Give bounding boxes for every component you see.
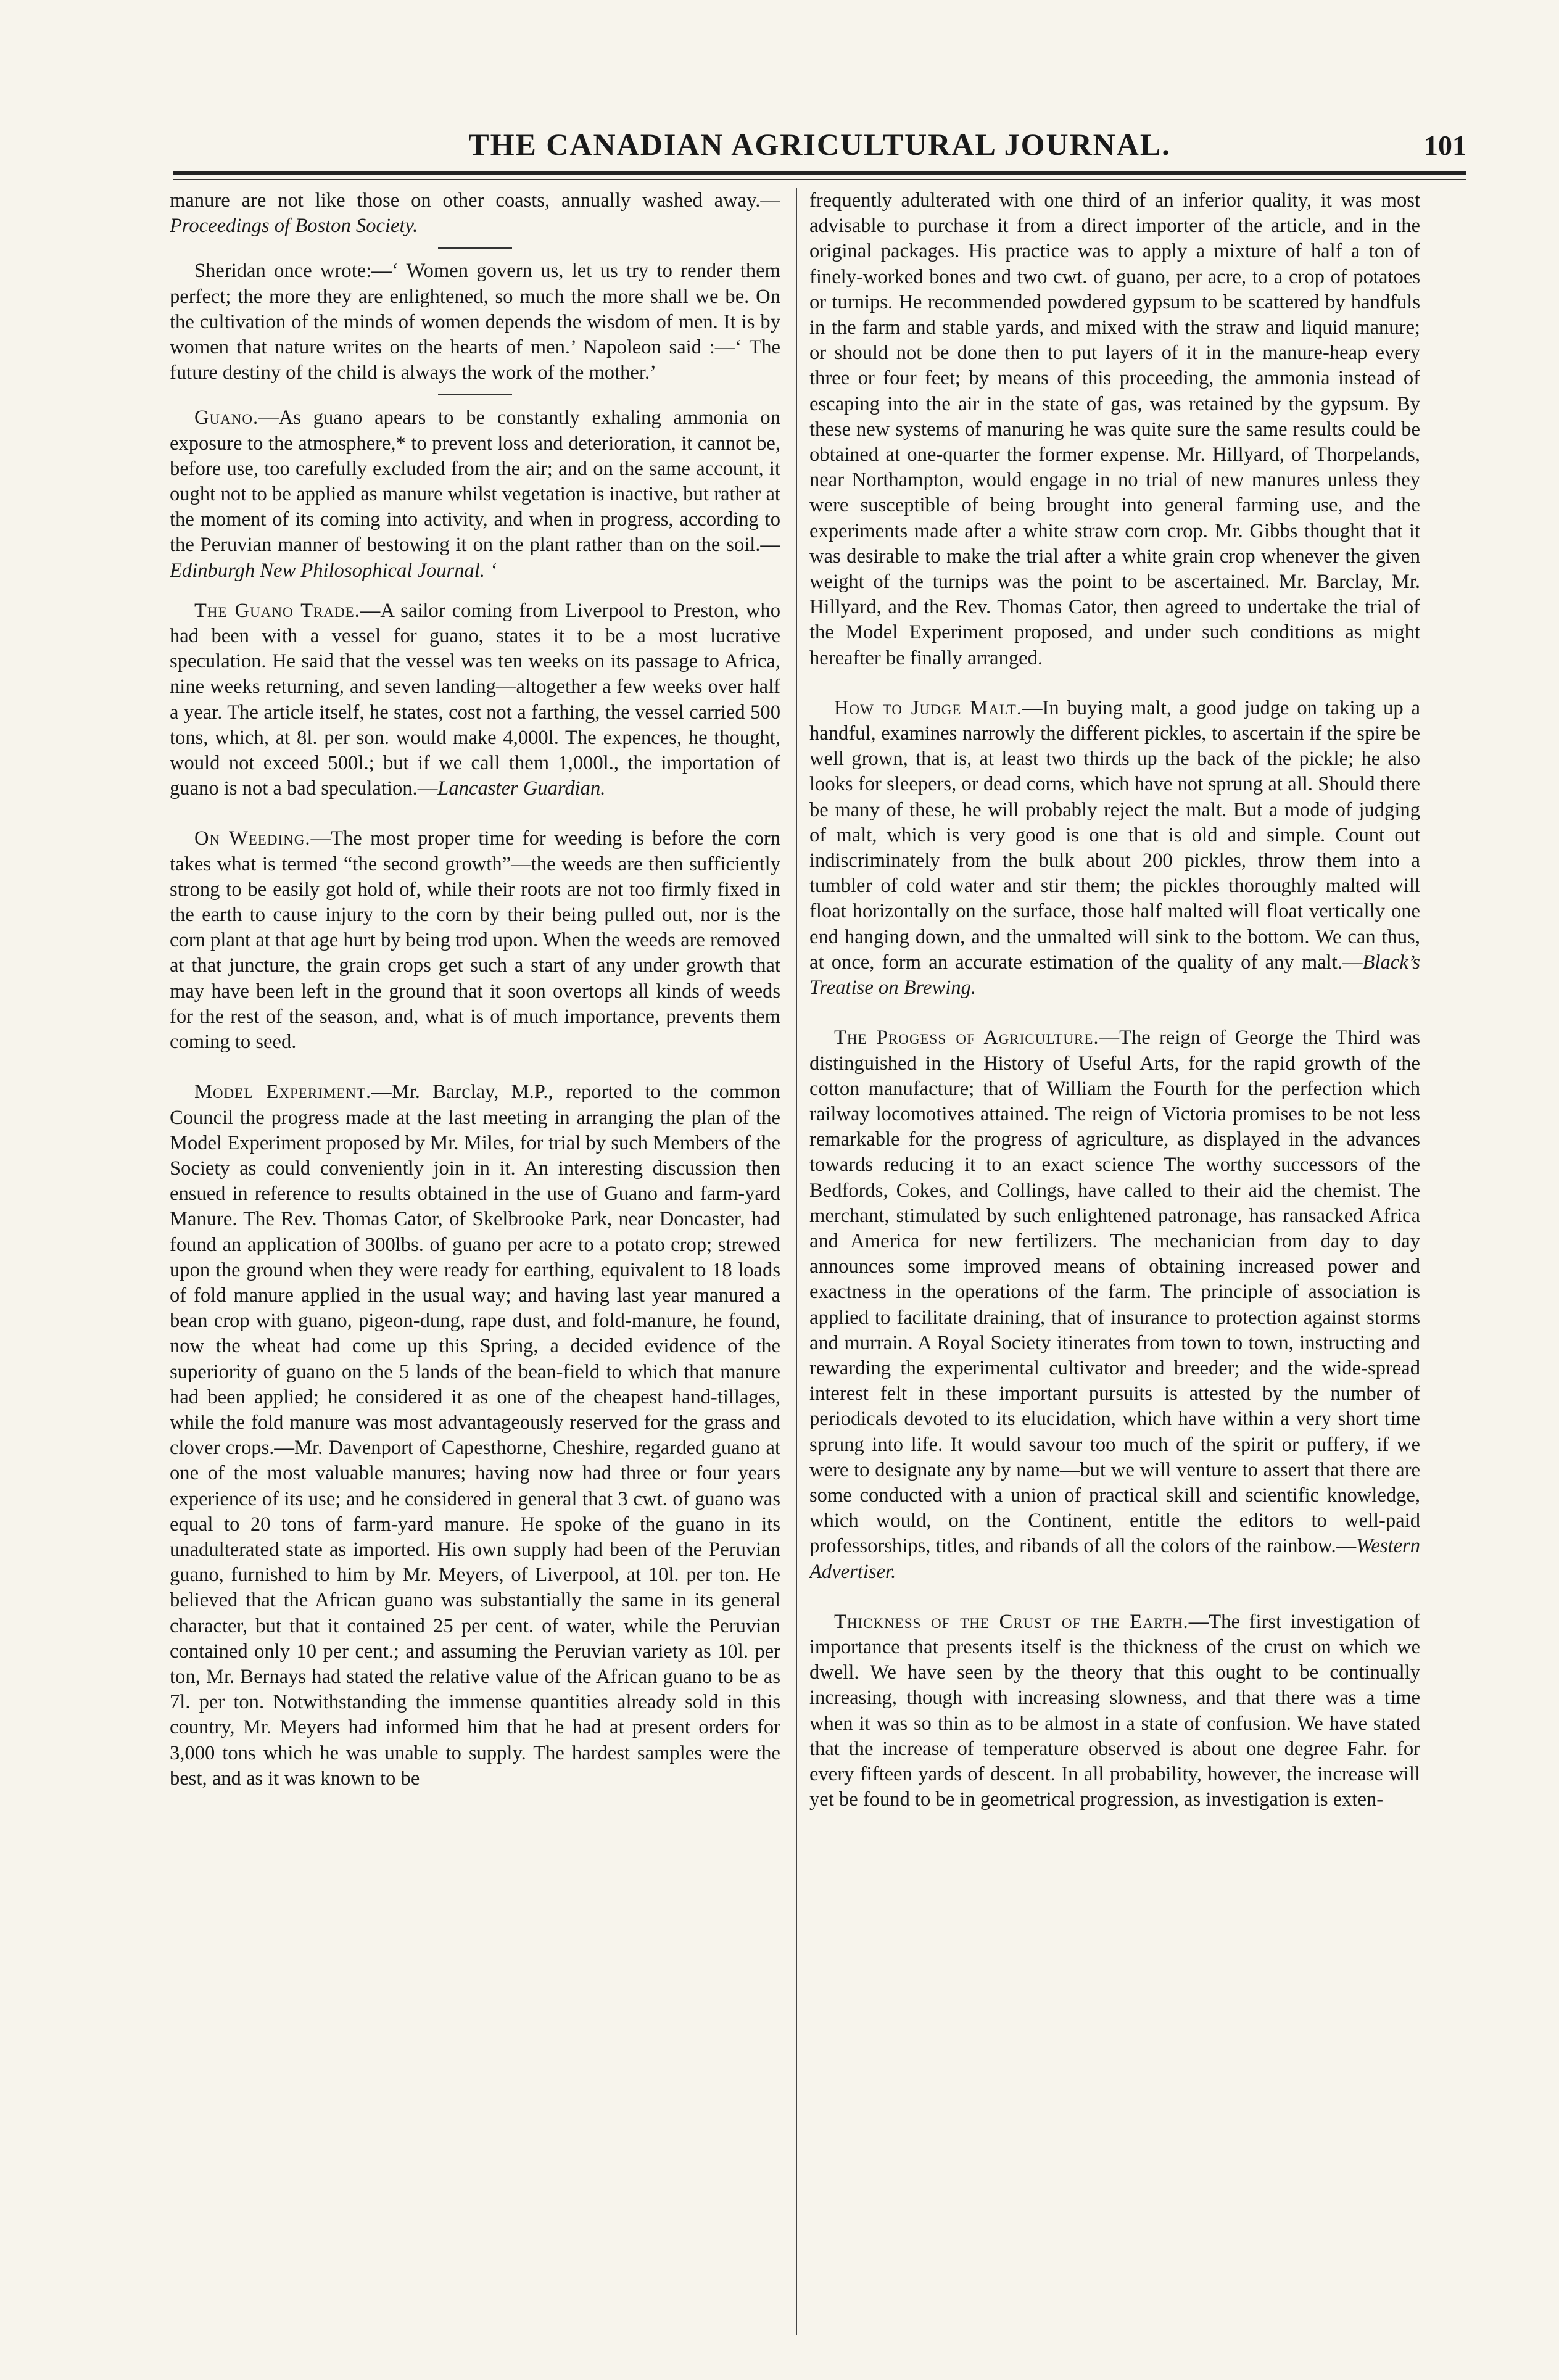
header-rule-thick [173, 171, 1466, 175]
article-heading: The Progess of Agriculture. [834, 1027, 1099, 1049]
section-gap [809, 1585, 1420, 1609]
article-source: Western Advertiser. [809, 1535, 1420, 1583]
article-heading: Model Experiment. [194, 1081, 372, 1104]
article-crust [809, 1609, 1420, 1813]
article-heading: The Guano Trade. [194, 599, 360, 622]
article-text: —The most proper time for weeding is before the corn takes what is termed “the second growth”—the weeds are then sufficiently strong to be easily got hold of, while their roots are not too firmly fixed in the earth to cause injury to the corn by their being pulled out, nor is the corn plant at that age hurt by being trod upon. When the weeds are removed at that juncture, the grain crops get such a start of any under growth that may have been left in the ground that it soon overtops all kinds of weeds for the rest of the season, and, what is of much importance, prevents them coming to seed. [170, 827, 780, 1054]
article-text: —The first investigation of importance that presents itself is the thickness of the crust on which we dwell. We have seen by the theory that this ought to be continually increasing, though with increasing slowness, and that there was a time when it was so thin as to be almost in a state of confusion. We have stated that the increase of temperature observed is about one degree Fahr. for every fifteen yards of descent. In all probability, however, the increase will yet be found to be in geometrical progression, as investigation is exten- [809, 1610, 1420, 1811]
journal-title: THE CANADIAN AGRICULTURAL JOURNAL. [468, 127, 1171, 162]
column-divider [796, 188, 797, 2335]
article-source: Black’s Treatise on Brewing. [809, 951, 1420, 999]
article-weeding [170, 826, 780, 1055]
header-rule-thin [173, 179, 1466, 180]
left-column [170, 188, 780, 2347]
article-heading: How to Judge Malt. [834, 696, 1022, 719]
article-source: Lancaster Guardian. [437, 777, 606, 800]
article-continuation [809, 188, 1420, 671]
article-guano-trade [170, 598, 780, 802]
article-text: —In buying malt, a good judge on taking up a handful, examines narrowly the different pickles, to ascertain if the spire be well grown, that is, at least two thirds up the back of the pickle; he also looks for sleepers, or dead corns, which have not sprung at all. Should there be many of these, he will probably reject the malt. But a mode of judging of malt, which is very good is one that is old and simple. Count out indiscriminately from the bulk about 200 pickles, throw them into a tumbler of cold water and stir them; the pickles thoroughly malted will float horizontally on the surface, those half malted will float vertically one end hanging down, and the unmalted will sink to the bottom. We can thus, at once, form an accurate estimation of the quality of any malt.— [809, 696, 1420, 973]
article-model-experiment [170, 1080, 780, 1791]
section-gap [809, 671, 1420, 696]
section-gap [809, 1001, 1420, 1025]
article-source: Proceedings of Boston Society. [170, 215, 418, 238]
article-text: Sheridan once wrote:—‘ Women govern us, let us try to render them perfect; the more they are enlightened, so much the more shall we be. On the cultivation of the minds of women depends the wisdom of men. It is by women that nature writes on the hearts of men.’ Napoleon said :—‘ The future destiny of the child is always the work of the mother.’ [170, 260, 780, 384]
article-text: —The reign of George the Third was distinguished in the History of Useful Arts, for the rapid growth of the cotton manufacture; that of William the Fourth for the perfection which railway locomotives attained. The reign of Victoria promises to be not less remarkable for the progress of agriculture, as displayed in the advances towards reducing it to an exact science The worthy successors of the Bedfords, Cokes, and Collings, have called to their aid the chemist. The merchant, stimulated by such enlightened patronage, has ransacked Africa and America for new fertilizers. The mechanician from day to day announces some improved means of obtaining increased power and exactness in the operations of the farm. The principle of association is applied to facilitate draining, that of insurance to protection against storms and murrain. A Royal Society itinerates from town to town, instructing and rewarding the experimental cultivator and breeder; and the wide-spread interest felt in these important pursuits is attested by the number of periodicals devoted to its elucidation, which have within a very short time sprung into life. It would savour too much of the spirit or puffery, if we were to designate any by name—but we will venture to assert that there are some conducted with a union of practical skill and scientific knowledge, which would, on the Continent, entitle the editors to well-paid professorships, titles, and ribands of all the colors of the rainbow.— [809, 1027, 1420, 1558]
running-head [173, 126, 1466, 170]
section-separator [438, 394, 512, 395]
article-continuation [170, 188, 780, 239]
article-text: —As guano apears to be constantly exhaling ammonia on exposure to the atmosphere,* to prevent loss and deterioration, it cannot be, before use, too carefully excluded from the air; and on the same account, it ought not to be applied as manure whilst vegetation is inactive, but rather at the moment of its coming into activity, and when in progress, according to the Peruvian manner of bestowing it on the plant rather than on the soil.— [170, 407, 780, 556]
article-sheridan [170, 258, 780, 386]
article-text: —A sailor coming from Liverpool to Preston, who had been with a vessel for guano, states it to be a most lucrative speculation. He said that the vessel was ten weeks on its passage to Africa, nine weeks returning, and seven landing—altogether a few weeks over half a year. The article itself, he states, cost not a farthing, the vessel carried 500 tons, which, at 8l. per son. would make 4,000l. The expences, he thought, would not exceed 500l.; but if we call them 1,000l., the importation of guano is not a bad speculation.— [170, 599, 780, 800]
article-text: manure are not like those on other coasts, annually washed away.— [170, 189, 780, 212]
article-text: frequently adulterated with one third of an inferior quality, it was most advisable to purchase it from a direct importer of the article, and in the original packages. His practice was to apply a mixture of half a ton of finely-worked bones and two cwt. of guano, per acre, to a crop of potatoes or turnips. He recommended powdered gypsum to be scattered by handfuls in the farm and stable yards, and mixed with the straw and liquid manure; or should not be done then to put layers of it in the manure-heap every three or four feet; by means of this proceeding, the ammonia instead of escaping into the air in the state of gas, was retained by the gypsum. By these new systems of manuring he was quite sure the same results could be obtained at one-quarter the former expense. Mr. Hillyard, of Thorpelands, near Northampton, would engage in no trial of new manures unless they were susceptible of being brought into general farming use, and the experiments made after a white straw corn crop. Mr. Gibbs thought that it was desirable to make the trial after a white grain crop whenever the given weight of the turnips was the point to be ascertained. Mr. Barclay, Mr. Hillyard, and the Rev. Thomas Cator, then agreed to undertake the trial of the Model Experiment proposed, and under such conditions as might hereafter be finally arranged. [809, 189, 1420, 669]
article-source: Edinburgh New Philosophical Journal. ‘ [170, 559, 497, 582]
section-gap [170, 584, 780, 598]
article-heading: Guano. [194, 407, 259, 429]
article-guano [170, 405, 780, 583]
section-gap [170, 1055, 780, 1080]
section-gap [170, 801, 780, 826]
page-number: 101 [1424, 130, 1466, 161]
article-heading: On Weeding. [194, 827, 311, 850]
article-malt [809, 696, 1420, 1001]
right-column [809, 188, 1420, 2347]
article-heading: Thickness of the Crust of the Earth. [834, 1610, 1189, 1633]
article-text: —Mr. Barclay, M.P., reported to the common Council the progress made at the last meeting in arranging the plan of the Model Experiment proposed by Mr. Miles, for trial by such Members of the Society as could conveniently join in it. An interesting discussion then ensued in reference to results obtained in the use of Guano and farm-yard Manure. The Rev. Thomas Cator, of Skelbrooke Park, near Doncaster, had found an application of 300lbs. of guano per acre to a potato crop; strewed upon the ground when they were ready for earthing, equivalent to 18 loads of fold manure applied in the usual way; and having last year manured a bean crop with guano, pigeon-dung, rape dust, and fold-manure, he found, now the wheat had come up this Spring, a decided evidence of the superiority of guano on the 5 lands of the bean-field to which that manure had been applied; he considered it as one of the cheapest hand-tillages, while the fold manure was most advantageously reserved for the grass and clover crops.—Mr. Davenport of Capesthorne, Cheshire, regarded guano at one of the most valuable manures; having now had three or four years experience of its use; and he considered in general that 3 cwt. of guano was equal to 20 tons of farm-yard manure. He spoke of the guano in its unadulterated state as imported. His own supply had been of the Peruvian guano, furnished to him by Mr. Meyers, of Liverpool, at 10l. per ton. He believed that the African guano was substantially the same in its general character, but that it contained 25 per cent. of water, while the Peruvian contained only 10 per cent.; and assuming the Peruvian variety as 10l. per ton, Mr. Bernays had stated the relative value of the African guano to be as 7l. per ton. Notwithstanding the immense quantities already sold in this country, Mr. Meyers had informed him that he had at present orders for 3,000 tons which he was unable to supply. The hardest samples were the best, and as it was known to be [170, 1081, 780, 1790]
article-progress [809, 1025, 1420, 1584]
section-separator [438, 247, 512, 249]
